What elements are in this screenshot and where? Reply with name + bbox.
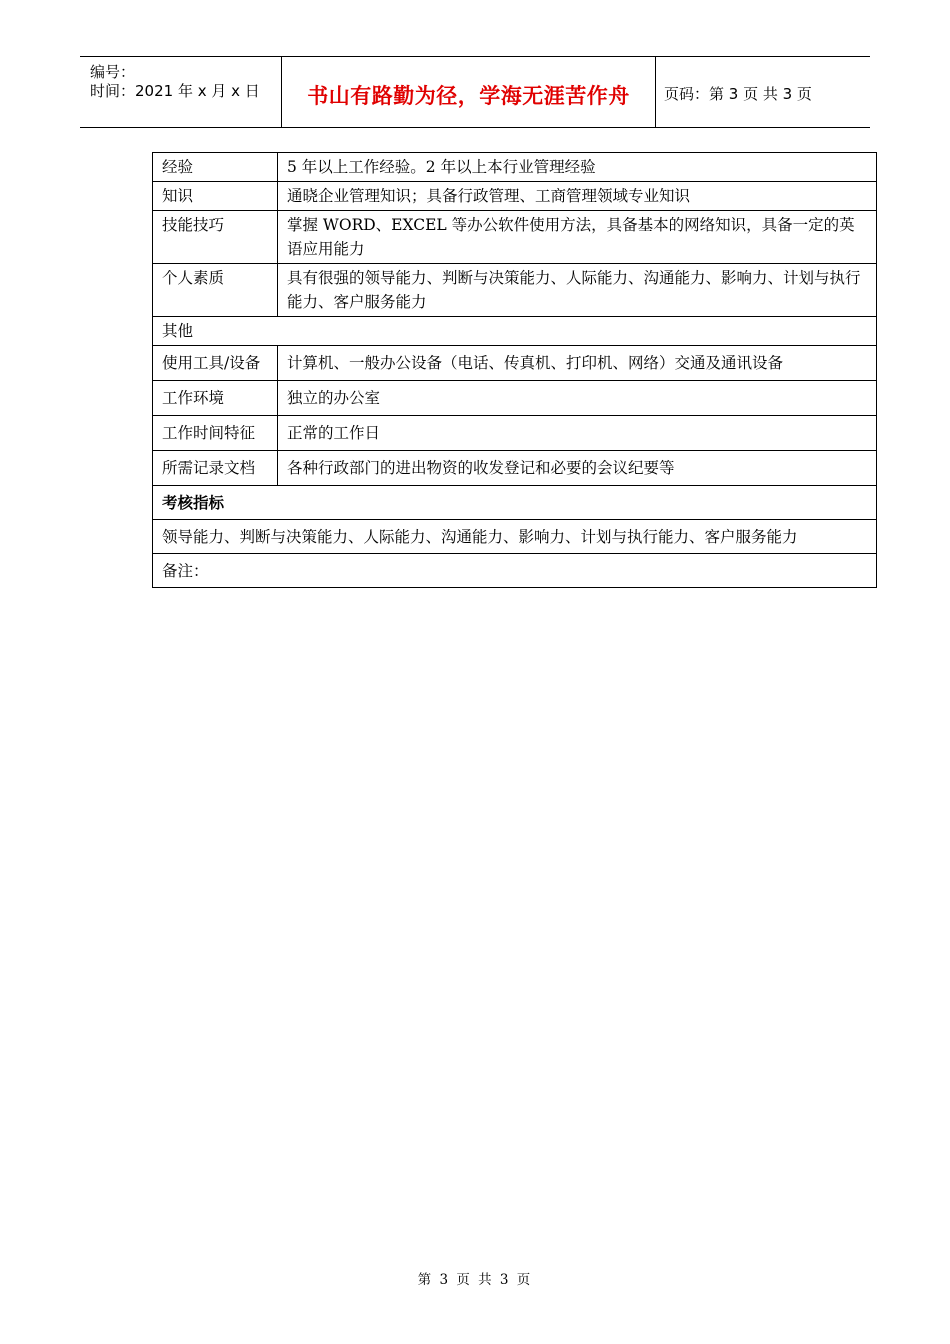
row-label-experience: 经验 — [153, 153, 278, 182]
page-header — [80, 56, 870, 128]
header-page-code: 页码：第 3 页 共 3 页 — [664, 85, 812, 103]
row-label-tools: 使用工具/设备 — [153, 346, 278, 381]
job-description-table — [152, 152, 877, 588]
header-motto-cell — [281, 57, 656, 127]
row-label-skills: 技能技巧 — [153, 211, 278, 264]
row-label-other: 其他 — [153, 317, 877, 346]
table-row — [153, 211, 877, 264]
table-row — [153, 264, 877, 317]
header-motto: 书山有路勤为径，学海无涯苦作舟 — [307, 84, 630, 108]
table-row — [153, 486, 877, 520]
header-page-cell — [656, 57, 870, 127]
row-label-work-time: 工作时间特征 — [153, 416, 278, 451]
row-value-work-time: 正常的工作日 — [278, 416, 877, 451]
assessment-title: 考核指标 — [153, 486, 877, 520]
assessment-text: 领导能力、判断与决策能力、人际能力、沟通能力、影响力、计划与执行能力、客户服务能力 — [153, 520, 877, 554]
table-row — [153, 554, 877, 588]
row-value-records: 各种行政部门的进出物资的收发登记和必要的会议纪要等 — [278, 451, 877, 486]
row-value-tools: 计算机、一般办公设备（电话、传真机、打印机、网络）交通及通讯设备 — [278, 346, 877, 381]
row-value-personal-quality: 具有很强的领导能力、判断与决策能力、人际能力、沟通能力、影响力、计划与执行能力、客户服务能力 — [278, 264, 877, 317]
table-row — [153, 451, 877, 486]
row-label-environment: 工作环境 — [153, 381, 278, 416]
document-number-label: 编号： — [90, 63, 136, 81]
remarks: 备注： — [153, 554, 877, 588]
row-label-knowledge: 知识 — [153, 182, 278, 211]
document-date: 时间：2021 年 x 月 x 日 — [90, 82, 260, 100]
row-value-skills: 掌握 WORD、EXCEL 等办公软件使用方法，具备基本的网络知识，具备一定的英语应用能力 — [278, 211, 877, 264]
table-row — [153, 416, 877, 451]
table-row — [153, 520, 877, 554]
row-value-environment: 独立的办公室 — [278, 381, 877, 416]
page-footer: 第 3 页 共 3 页 — [417, 1272, 533, 1288]
table-row — [153, 346, 877, 381]
table-row — [153, 381, 877, 416]
table-row — [153, 182, 877, 211]
row-label-records: 所需记录文档 — [153, 451, 278, 486]
row-value-experience: 5 年以上工作经验。2 年以上本行业管理经验 — [278, 153, 877, 182]
row-label-personal-quality: 个人素质 — [153, 264, 278, 317]
table-row — [153, 153, 877, 182]
header-info — [80, 57, 280, 127]
row-value-knowledge: 通晓企业管理知识；具备行政管理、工商管理领域专业知识 — [278, 182, 877, 211]
table-row — [153, 317, 877, 346]
